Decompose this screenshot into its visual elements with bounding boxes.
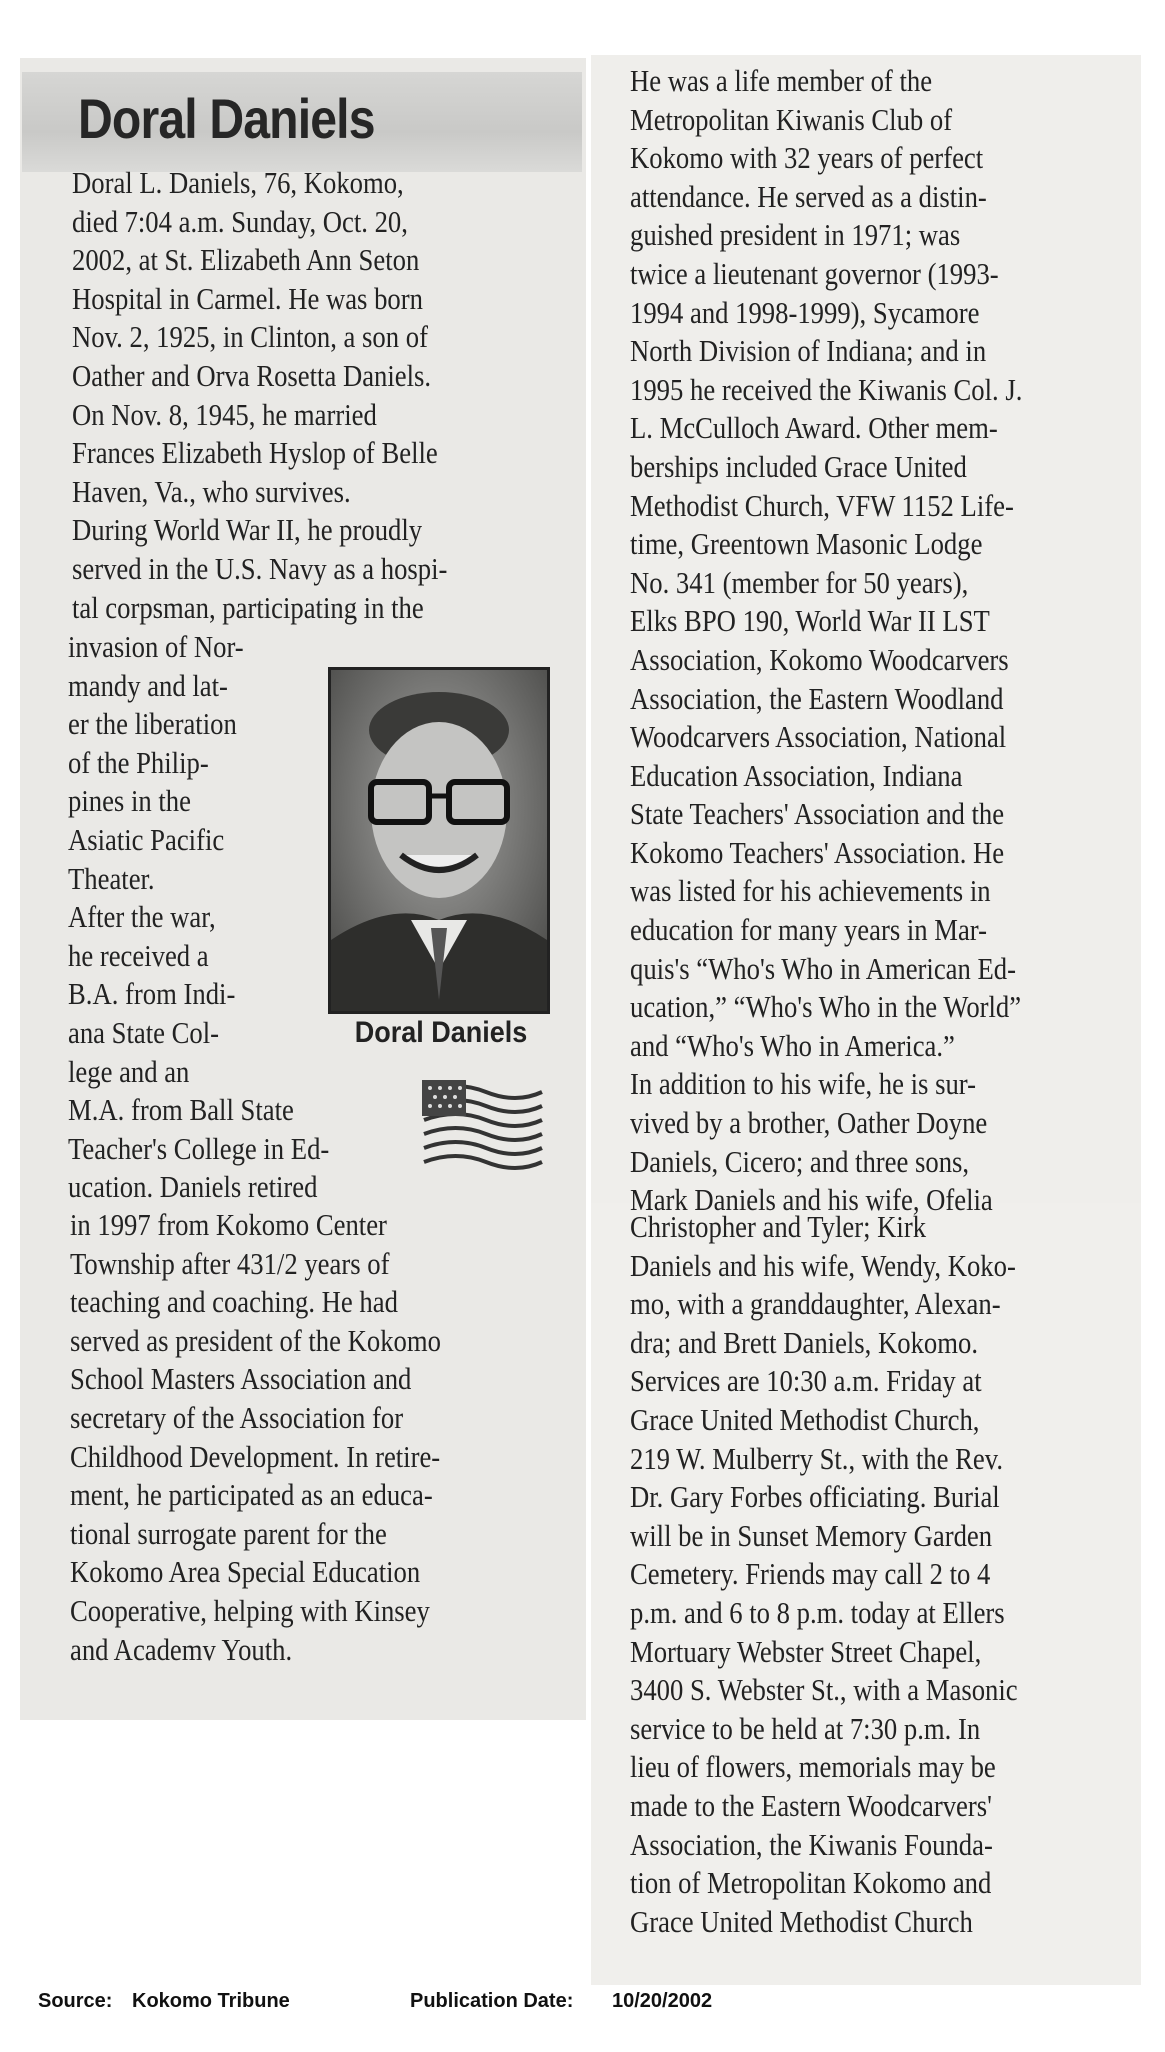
text-line: B.A. from Indi- (68, 976, 236, 1012)
text-line: ucation,” “Who's Who in the World” (630, 989, 1022, 1025)
source-value: Kokomo Tribune (132, 1990, 290, 2012)
text-line: dra; and Brett Daniels, Kokomo. (630, 1324, 978, 1360)
text-line: Cemetery. Friends may call 2 to 4 (630, 1556, 991, 1592)
text-line: in 1997 from Kokomo Center (70, 1207, 387, 1242)
text-line: Grace United Methodist Church, (630, 1401, 980, 1437)
text-line: tional surrogate parent for the (70, 1515, 387, 1551)
text-line: Township after 431/2 years of (70, 1245, 390, 1281)
text-line: Oather and Orva Rosetta Daniels. (72, 357, 432, 393)
text-line: Frances Elizabeth Hyslop of Belle (72, 435, 438, 471)
text-line: During World War II, he proudly (72, 512, 423, 548)
text-line: 1994 and 1998-1999), Sycamore (630, 294, 980, 330)
text-line: Association, the Eastern Woodland (630, 680, 1004, 716)
text-line: er the liberation (68, 706, 237, 742)
text-line: Kokomo with 32 years of perfect (630, 140, 984, 176)
text-line: Kokomo Area Special Education (70, 1554, 421, 1590)
source-label: Source: (38, 1990, 113, 2012)
text-line: Services are 10:30 a.m. Friday at (630, 1363, 982, 1399)
text-line: education for many years in Mar- (630, 912, 988, 948)
text-line: L. McCulloch Award. Other mem- (630, 410, 998, 446)
text-line: mo, with a granddaughter, Alexan- (630, 1286, 1001, 1322)
text-line: Education Association, Indiana (630, 757, 963, 793)
text-line: 3400 S. Webster St., with a Masonic (630, 1672, 1018, 1708)
text-line: p.m. and 6 to 8 p.m. today at Ellers (630, 1594, 1005, 1630)
text-line: vived by a brother, Oather Doyne (630, 1105, 988, 1141)
text-line: lege and an (68, 1053, 190, 1089)
text-line: Haven, Va., who survives. (72, 473, 351, 509)
text-line: Grace United Methodist Church (630, 1903, 973, 1939)
text-line: he received a (68, 937, 209, 973)
text-line: ana State Col- (68, 1014, 220, 1050)
text-line: ment, he participated as an educa- (70, 1477, 433, 1513)
text-line: invasion of Nor- (68, 629, 244, 664)
text-line: On Nov. 8, 1945, he married (72, 396, 377, 432)
text-line: M.A. from Ball State (68, 1092, 294, 1128)
text-line: guished president in 1971; was (630, 217, 961, 253)
text-line: North Division of Indiana; and in (630, 333, 987, 369)
text-line: made to the Eastern Woodcarvers' (630, 1787, 992, 1823)
column-1-bottom-text (70, 1206, 441, 1669)
text-line: was listed for his achievements in (630, 873, 991, 909)
publication-date-value: 10/20/2002 (612, 1990, 713, 2012)
text-line: Methodist Church, VFW 1152 Life- (630, 487, 1014, 523)
text-line: served in the U.S. Navy as a hospi- (72, 550, 448, 586)
text-line: and Academv Youth. (70, 1631, 293, 1667)
text-line: attendance. He served as a distin- (630, 178, 987, 214)
text-line: School Masters Association and (70, 1361, 412, 1397)
text-line: In addition to his wife, he is sur- (630, 1066, 977, 1102)
text-line: secretary of the Association for (70, 1399, 404, 1435)
text-line: quis's “Who's Who in American Ed- (630, 950, 1016, 986)
text-line: Doral L. Daniels, 76, Kokomo, (72, 165, 404, 200)
text-line: After the war, (68, 899, 216, 935)
text-line: will be in Sunset Memory Garden (630, 1517, 993, 1553)
text-line: Association, Kokomo Woodcarvers (630, 641, 1009, 677)
american-flag-icon (416, 1072, 546, 1172)
text-line: of the Philip- (68, 744, 209, 780)
column-1-narrow-text (68, 628, 329, 1207)
text-line: Daniels, Cicero; and three sons, (630, 1143, 970, 1179)
text-line: Hospital in Carmel. He was born (72, 280, 423, 316)
column-2-bottom-text (630, 1208, 1018, 1941)
photo-caption: Doral Daniels (354, 1016, 528, 1049)
text-line: Elks BPO 190, World War II LST (630, 603, 990, 639)
text-line: No. 341 (member for 50 years), (630, 564, 969, 600)
text-line: and “Who's Who in America.” (630, 1027, 955, 1063)
text-line: Association, the Kiwanis Founda- (630, 1826, 993, 1862)
text-line: State Teachers' Association and the (630, 796, 1005, 832)
text-line: twice a lieutenant governor (1993- (630, 255, 999, 291)
text-line: tion of Metropolitan Kokomo and (630, 1865, 992, 1901)
column-1-top-text (72, 164, 447, 627)
text-line: Christopher and Tyler; Kirk (630, 1209, 927, 1244)
text-line: ucation. Daniels retired (68, 1169, 318, 1205)
text-line: service to be held at 7:30 p.m. In (630, 1710, 981, 1746)
text-line: 1995 he received the Kiwanis Col. J. (630, 371, 1023, 407)
text-line: Woodcarvers Association, National (630, 719, 1007, 755)
text-line: lieu of flowers, memorials may be (630, 1749, 996, 1785)
text-line: Kokomo Teachers' Association. He (630, 834, 1005, 870)
text-line: pines in the (68, 783, 191, 819)
text-line: Nov. 2, 1925, in Clinton, a son of (72, 319, 428, 355)
text-line: Teacher's College in Ed- (68, 1130, 330, 1166)
text-line: died 7:04 a.m. Sunday, Oct. 20, (72, 203, 408, 239)
portrait-illustration (331, 670, 547, 1011)
text-line: Mortuary Webster Street Chapel, (630, 1633, 982, 1669)
text-line: Mark Daniels and his wife, Ofelia (630, 1182, 993, 1218)
text-line: Dr. Gary Forbes officiating. Burial (630, 1479, 1000, 1515)
column-2-top-text (630, 62, 1022, 1220)
text-line: berships included Grace United (630, 448, 967, 484)
text-line: Metropolitan Kiwanis Club of (630, 101, 953, 137)
text-line: 219 W. Mulberry St., with the Rev. (630, 1440, 1003, 1476)
portrait-photo (328, 667, 550, 1014)
text-line: teaching and coaching. He had (70, 1284, 398, 1320)
text-line: He was a life member of the (630, 63, 933, 98)
publication-date-label: Publication Date: (410, 1990, 574, 2012)
obituary-headline: Doral Daniels (78, 87, 375, 150)
text-line: Asiatic Pacific (68, 821, 225, 857)
text-line: time, Greentown Masonic Lodge (630, 526, 983, 562)
text-line: tal corpsman, participating in the (72, 589, 424, 625)
text-line: mandy and lat- (68, 667, 228, 703)
text-line: Cooperative, helping with Kinsey (70, 1592, 430, 1628)
text-line: served as president of the Kokomo (70, 1322, 441, 1358)
text-line: 2002, at St. Elizabeth Ann Seton (72, 242, 420, 278)
text-line: Childhood Development. In retire- (70, 1438, 441, 1474)
text-line: Theater. (68, 860, 155, 896)
text-line: Daniels and his wife, Wendy, Koko- (630, 1247, 1016, 1283)
